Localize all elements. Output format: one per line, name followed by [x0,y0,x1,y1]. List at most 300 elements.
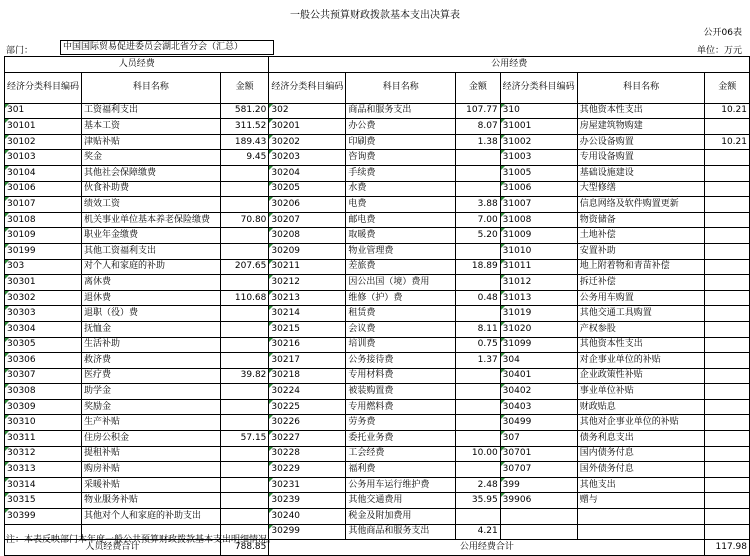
column-header-row [5,72,750,103]
public-b-code-cell: 31001 [500,119,577,135]
table-row [5,493,750,509]
personnel-name-cell: 生产补贴 [82,415,221,431]
public-a-name-cell: 租赁费 [346,306,456,322]
personnel-total-value: 788.85 [220,540,269,556]
table-row [5,150,750,166]
public-b-code-cell: 31009 [500,228,577,244]
personnel-code-cell: 30301 [5,275,82,291]
personnel-name-cell: 退休费 [82,290,221,306]
table-row [5,103,750,119]
table-row [5,306,750,322]
public-b-name-cell: 财政贴息 [577,399,705,415]
public-a-name-cell: 工会经费 [346,446,456,462]
personnel-code-cell: 30108 [5,212,82,228]
personnel-name-cell: 购房补贴 [82,462,221,478]
personnel-amount-cell [220,197,269,213]
public-b-amount-cell [705,197,750,213]
personnel-name-cell: 提租补贴 [82,446,221,462]
public-a-name-cell: 印刷费 [346,134,456,150]
personnel-amount-cell [220,415,269,431]
public-b-name-cell: 基础设施建设 [577,165,705,181]
expenditure-table [4,56,750,556]
public-a-amount-cell [456,431,501,447]
public-b-amount-cell [705,493,750,509]
public-a-amount-cell: 0.48 [456,290,501,306]
public-a-code-cell: 30201 [269,119,346,135]
personnel-section-header: 人员经费 [5,57,269,73]
table-row [5,165,750,181]
public-a-name-cell: 公务用车运行维护费 [346,477,456,493]
public-a-name-cell: 其他商品和服务支出 [346,524,456,540]
public-a-name-cell: 培训费 [346,337,456,353]
public-b-name-cell: 产权参股 [577,321,705,337]
public-b-name-cell: 拆迁补偿 [577,275,705,291]
personnel-amount-cell [220,181,269,197]
public-a-name-cell: 办公费 [346,119,456,135]
public-a-amount-cell [456,181,501,197]
table-row [5,509,750,525]
personnel-name-cell: 对个人和家庭的补助 [82,259,221,275]
personnel-name-cell: 奖励金 [82,399,221,415]
personnel-name-cell: 津贴补贴 [82,134,221,150]
public-b-code-cell: 30403 [500,399,577,415]
table-row [5,290,750,306]
table-row [5,399,750,415]
public-a-code-cell: 30231 [269,477,346,493]
public-b-code-cell [500,509,577,525]
public-a-amount-cell [456,415,501,431]
personnel-name-cell: 离休费 [82,275,221,291]
public-a-name-cell: 手续费 [346,165,456,181]
public-b-amount-cell [705,290,750,306]
personnel-name-cell: 住房公积金 [82,431,221,447]
personnel-code-cell: 30309 [5,399,82,415]
public-b-name-cell: 其他对企事业单位的补贴 [577,415,705,431]
personnel-code-cell: 30109 [5,228,82,244]
personnel-amount-cell: 70.80 [220,212,269,228]
personnel-code-cell: 30311 [5,431,82,447]
public-b-amount-cell [705,368,750,384]
col-header-amount: 金额 [456,72,501,103]
personnel-name-cell: 救济费 [82,353,221,369]
personnel-name-cell: 绩效工资 [82,197,221,213]
public-b-amount-cell [705,212,750,228]
public-b-amount-cell [705,509,750,525]
public-b-amount-cell [705,259,750,275]
personnel-code-cell: 301 [5,103,82,119]
public-a-amount-cell: 8.07 [456,119,501,135]
table-row [5,477,750,493]
public-a-amount-cell: 8.11 [456,321,501,337]
public-a-amount-cell [456,399,501,415]
public-a-amount-cell [456,275,501,291]
personnel-amount-cell [220,446,269,462]
table-row [5,446,750,462]
public-a-amount-cell: 5.20 [456,228,501,244]
personnel-code-cell: 30303 [5,306,82,322]
public-a-code-cell: 30211 [269,259,346,275]
public-b-code-cell: 31019 [500,306,577,322]
public-a-name-cell: 税金及附加费用 [346,509,456,525]
public-b-amount-cell [705,119,750,135]
public-b-name-cell: 物资储备 [577,212,705,228]
personnel-code-cell: 30305 [5,337,82,353]
public-b-amount-cell [705,477,750,493]
public-a-amount-cell [456,384,501,400]
col-header-name: 科目名称 [346,72,456,103]
public-a-name-cell: 物业管理费 [346,243,456,259]
public-b-name-cell: 其他资本性支出 [577,103,705,119]
table-row [5,337,750,353]
public-b-code-cell: 30401 [500,368,577,384]
personnel-amount-cell: 110.68 [220,290,269,306]
public-a-name-cell: 专用材料费 [346,368,456,384]
personnel-total-label: 人员经费合计 [5,540,221,556]
public-a-code-cell: 30204 [269,165,346,181]
footnote: 注：本表反映部门本年度一般公共预算财政拨款基本支出明细情况。 [6,535,277,545]
table-row [5,384,750,400]
public-total-value: 117.98 [705,540,750,556]
table-row [5,368,750,384]
public-a-name-cell: 维修（护）费 [346,290,456,306]
public-a-name-cell: 电费 [346,197,456,213]
personnel-name-cell: 采暖补贴 [82,477,221,493]
public-a-name-cell: 劳务费 [346,415,456,431]
public-a-amount-cell [456,368,501,384]
public-a-name-cell: 福利费 [346,462,456,478]
personnel-code-cell: 30306 [5,353,82,369]
public-a-code-cell: 30205 [269,181,346,197]
public-a-code-cell: 30299 [269,524,346,540]
public-b-amount-cell [705,337,750,353]
public-a-amount-cell: 3.88 [456,197,501,213]
personnel-code-cell: 30312 [5,446,82,462]
table-row [5,415,750,431]
personnel-code-cell: 30106 [5,181,82,197]
personnel-amount-cell: 9.45 [220,150,269,166]
public-b-name-cell: 对企事业单位的补贴 [577,353,705,369]
public-a-code-cell: 30224 [269,384,346,400]
public-a-code-cell: 30229 [269,462,346,478]
public-a-amount-cell: 1.37 [456,353,501,369]
personnel-name-cell: 物业服务补贴 [82,493,221,509]
public-b-code-cell: 31006 [500,181,577,197]
public-b-code-cell: 30707 [500,462,577,478]
public-b-name-cell: 企业政策性补贴 [577,368,705,384]
personnel-amount-cell [220,477,269,493]
public-b-amount-cell [705,150,750,166]
public-b-amount-cell [705,446,750,462]
personnel-amount-cell [220,353,269,369]
public-b-code-cell: 31002 [500,134,577,150]
public-b-amount-cell [705,228,750,244]
public-b-amount-cell: 10.21 [705,134,750,150]
public-b-amount-cell [705,181,750,197]
public-b-code-cell: 31013 [500,290,577,306]
col-header-code: 经济分类科目编码 [5,72,82,103]
table-row [5,228,750,244]
public-b-amount-cell [705,415,750,431]
public-b-amount-cell [705,165,750,181]
personnel-code-cell: 30315 [5,493,82,509]
public-a-name-cell: 差旅费 [346,259,456,275]
public-a-name-cell: 商品和服务支出 [346,103,456,119]
table-row [5,197,750,213]
personnel-amount-cell [220,321,269,337]
public-a-code-cell: 30215 [269,321,346,337]
personnel-code-cell: 30313 [5,462,82,478]
public-a-code-cell: 30239 [269,493,346,509]
public-a-amount-cell [456,165,501,181]
personnel-name-cell: 基本工资 [82,119,221,135]
public-a-name-cell: 水费 [346,181,456,197]
public-b-code-cell: 31008 [500,212,577,228]
personnel-code-cell: 30101 [5,119,82,135]
personnel-name-cell: 伙食补助费 [82,181,221,197]
public-a-code-cell: 30216 [269,337,346,353]
table-row [5,353,750,369]
table-row [5,119,750,135]
public-b-name-cell [577,524,705,540]
department-label: 部门： [6,46,34,56]
public-b-name-cell: 其他支出 [577,477,705,493]
public-b-amount-cell [705,524,750,540]
col-header-code: 经济分类科目编码 [500,72,577,103]
personnel-name-cell: 其他对个人和家庭的补助支出 [82,509,221,525]
personnel-amount-cell [220,243,269,259]
report-title: 一般公共预算财政拨款基本支出决算表 [290,10,460,21]
personnel-code-cell: 30304 [5,321,82,337]
public-b-name-cell: 地上附着物和青苗补偿 [577,259,705,275]
personnel-amount-cell [220,165,269,181]
personnel-name-cell: 工资福利支出 [82,103,221,119]
public-a-amount-cell: 7.00 [456,212,501,228]
table-row [5,212,750,228]
public-b-name-cell: 专用设备购置 [577,150,705,166]
public-a-name-cell: 取暖费 [346,228,456,244]
public-total-label: 公用经费合计 [269,540,705,556]
public-a-code-cell: 30225 [269,399,346,415]
table-row [5,259,750,275]
public-a-amount-cell [456,509,501,525]
public-a-name-cell: 会议费 [346,321,456,337]
public-b-code-cell: 30402 [500,384,577,400]
public-b-name-cell: 赠与 [577,493,705,509]
form-number: 公开06表 [703,28,742,38]
public-b-name-cell: 国内债务付息 [577,446,705,462]
public-b-name-cell: 大型修缮 [577,181,705,197]
personnel-amount-cell [220,462,269,478]
public-b-amount-cell [705,353,750,369]
public-b-name-cell: 信息网络及软件购置更新 [577,197,705,213]
public-a-code-cell: 30203 [269,150,346,166]
section-header-row [5,57,750,73]
table-row [5,462,750,478]
public-b-name-cell: 安置补助 [577,243,705,259]
public-b-code-cell: 39906 [500,493,577,509]
public-b-code-cell: 31005 [500,165,577,181]
public-a-code-cell: 30202 [269,134,346,150]
personnel-code-cell: 30104 [5,165,82,181]
public-a-amount-cell: 4.21 [456,524,501,540]
personnel-code-cell: 30302 [5,290,82,306]
personnel-amount-cell: 57.15 [220,431,269,447]
public-a-name-cell: 被装购置费 [346,384,456,400]
public-b-name-cell: 房屋建筑物购建 [577,119,705,135]
department-name-field: 中国国际贸易促进委员会湖北省分会（汇总） [60,40,274,55]
public-a-code-cell: 30227 [269,431,346,447]
public-b-code-cell: 31007 [500,197,577,213]
public-b-code-cell: 31012 [500,275,577,291]
public-b-code-cell: 399 [500,477,577,493]
personnel-amount-cell [220,493,269,509]
public-b-code-cell: 31011 [500,259,577,275]
personnel-amount-cell: 311.52 [220,119,269,135]
public-b-code-cell: 31010 [500,243,577,259]
public-b-amount-cell: 10.21 [705,103,750,119]
personnel-code-cell: 30102 [5,134,82,150]
public-a-amount-cell: 0.75 [456,337,501,353]
public-a-name-cell: 公务接待费 [346,353,456,369]
personnel-amount-cell: 189.43 [220,134,269,150]
personnel-amount-cell [220,275,269,291]
public-b-amount-cell [705,462,750,478]
public-a-amount-cell: 18.89 [456,259,501,275]
public-a-code-cell: 30218 [269,368,346,384]
col-header-name: 科目名称 [577,72,705,103]
public-a-code-cell: 30228 [269,446,346,462]
personnel-amount-cell [220,399,269,415]
table-row [5,321,750,337]
public-b-name-cell: 其他交通工具购置 [577,306,705,322]
table-row [5,181,750,197]
public-b-code-cell: 304 [500,353,577,369]
public-b-amount-cell [705,384,750,400]
public-a-amount-cell [456,306,501,322]
personnel-name-cell: 机关事业单位基本养老保险缴费 [82,212,221,228]
public-b-name-cell: 债务利息支出 [577,431,705,447]
public-b-amount-cell [705,321,750,337]
personnel-code-cell: 303 [5,259,82,275]
public-b-name-cell: 国外债务付息 [577,462,705,478]
personnel-code-cell: 30307 [5,368,82,384]
public-a-name-cell: 因公出国（境）费用 [346,275,456,291]
personnel-code-cell: 30103 [5,150,82,166]
personnel-amount-cell [220,337,269,353]
public-b-amount-cell [705,275,750,291]
public-b-name-cell: 办公设备购置 [577,134,705,150]
table-row [5,275,750,291]
public-a-code-cell: 30208 [269,228,346,244]
public-a-amount-cell: 35.95 [456,493,501,509]
public-a-code-cell: 30209 [269,243,346,259]
public-a-code-cell: 30214 [269,306,346,322]
public-b-name-cell: 其他资本性支出 [577,337,705,353]
col-header-name: 科目名称 [82,72,221,103]
public-a-amount-cell [456,462,501,478]
personnel-amount-cell [220,306,269,322]
public-b-name-cell: 公务用车购置 [577,290,705,306]
col-header-amount: 金额 [705,72,750,103]
public-a-name-cell: 其他交通费用 [346,493,456,509]
personnel-code-cell: 30308 [5,384,82,400]
personnel-amount-cell: 207.65 [220,259,269,275]
public-b-amount-cell [705,431,750,447]
public-b-code-cell: 30701 [500,446,577,462]
personnel-code-cell: 30107 [5,197,82,213]
personnel-amount-cell [220,384,269,400]
unit-label: 单位：万元 [696,46,742,56]
public-a-name-cell: 咨询费 [346,150,456,166]
personnel-amount-cell: 581.20 [220,103,269,119]
public-a-amount-cell: 10.00 [456,446,501,462]
public-b-name-cell: 土地补偿 [577,228,705,244]
public-a-code-cell: 30206 [269,197,346,213]
personnel-name-cell: 职业年金缴费 [82,228,221,244]
public-a-name-cell: 邮电费 [346,212,456,228]
personnel-name-cell: 抚恤金 [82,321,221,337]
col-header-code: 经济分类科目编码 [269,72,346,103]
public-section-header: 公用经费 [269,57,750,73]
public-a-code-cell: 30226 [269,415,346,431]
public-a-amount-cell [456,150,501,166]
public-a-amount-cell: 1.38 [456,134,501,150]
col-header-amount: 金额 [220,72,269,103]
public-b-amount-cell [705,243,750,259]
public-a-code-cell: 30240 [269,509,346,525]
personnel-amount-cell: 39.82 [220,368,269,384]
public-a-code-cell: 30212 [269,275,346,291]
public-b-name-cell [577,509,705,525]
public-b-code-cell: 310 [500,103,577,119]
public-b-amount-cell [705,306,750,322]
personnel-name-cell: 生活补助 [82,337,221,353]
public-a-amount-cell [456,243,501,259]
public-b-code-cell: 31020 [500,321,577,337]
public-b-code-cell: 30499 [500,415,577,431]
public-a-code-cell: 30217 [269,353,346,369]
public-a-name-cell: 委托业务费 [346,431,456,447]
public-a-amount-cell: 2.48 [456,477,501,493]
personnel-amount-cell [220,228,269,244]
personnel-name-cell: 助学金 [82,384,221,400]
personnel-name-cell: 其他社会保障缴费 [82,165,221,181]
public-a-amount-cell: 107.77 [456,103,501,119]
personnel-code-cell: 30314 [5,477,82,493]
public-a-name-cell: 专用燃料费 [346,399,456,415]
public-b-code-cell [500,524,577,540]
table-row [5,431,750,447]
personnel-name-cell: 医疗费 [82,368,221,384]
public-b-code-cell: 31099 [500,337,577,353]
public-b-amount-cell [705,399,750,415]
public-b-code-cell: 307 [500,431,577,447]
personnel-name-cell: 其他工资福利支出 [82,243,221,259]
public-a-code-cell: 302 [269,103,346,119]
public-b-code-cell: 31003 [500,150,577,166]
personnel-code-cell: 30310 [5,415,82,431]
personnel-code-cell: 30399 [5,509,82,525]
public-a-code-cell: 30213 [269,290,346,306]
table-row [5,134,750,150]
personnel-amount-cell [220,509,269,525]
table-row [5,243,750,259]
personnel-name-cell: 奖金 [82,150,221,166]
personnel-code-cell: 30199 [5,243,82,259]
public-b-name-cell: 事业单位补贴 [577,384,705,400]
personnel-name-cell: 退职（役）费 [82,306,221,322]
public-a-code-cell: 30207 [269,212,346,228]
